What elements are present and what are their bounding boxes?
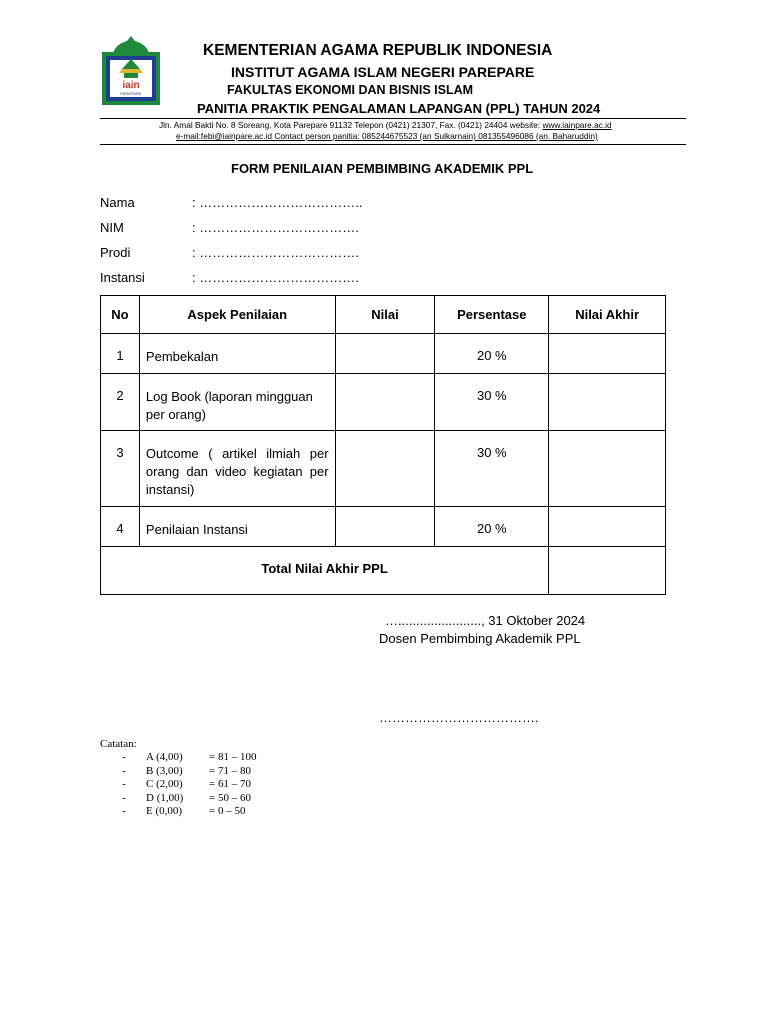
logo-emblem-icon [102, 35, 160, 105]
header-nilai: Nilai [335, 296, 435, 334]
row-nilai-cell[interactable] [335, 334, 435, 374]
note-grade: B (3,00) [146, 764, 183, 777]
table-row [101, 374, 666, 431]
note-grade: E (0,00) [146, 804, 183, 817]
field-value-instansi: : ………………………………. [192, 270, 359, 285]
row-nilai-cell[interactable] [335, 374, 435, 431]
table-header-row [101, 296, 666, 334]
note-range: = 81 – 100 [209, 751, 257, 764]
list-item [100, 791, 251, 805]
field-label-nama: Nama [100, 195, 135, 210]
form-title: FORM PENILAIAN PEMBIMBING AKADEMIK PPL [231, 161, 534, 176]
contact-line[interactable]: e-mail:febi@iainpare.ac.id Contact person panitia: 085244675523 (an Sulkarnain) 081355496086 (an. Baharuddin) [176, 131, 598, 141]
row-persentase: 20 % [435, 334, 549, 374]
header-bottom-rule [100, 144, 686, 145]
note-bullet: - [122, 791, 126, 804]
list-item [100, 804, 246, 818]
note-grade: A (4,00) [146, 751, 183, 764]
institute-heading: INSTITUT AGAMA ISLAM NEGERI PAREPARE [231, 64, 535, 80]
row-no: 3 [101, 431, 140, 507]
note-bullet: - [122, 778, 126, 791]
note-grade: C (2,00) [146, 778, 183, 791]
row-nilai-akhir-cell[interactable] [549, 374, 666, 431]
table-total-row [101, 547, 666, 595]
assessment-table [100, 295, 666, 595]
note-range: = 61 – 70 [209, 778, 251, 791]
field-label-prodi: Prodi [100, 245, 131, 260]
list-item [100, 751, 257, 764]
row-nilai-cell[interactable] [335, 431, 435, 507]
row-nilai-cell[interactable] [335, 507, 435, 547]
grading-notes [100, 738, 257, 818]
signature-name-line: ………………………………. [379, 710, 539, 725]
note-bullet: - [122, 764, 126, 777]
table-row [101, 431, 666, 507]
header-aspect: Aspek Penilaian [139, 296, 335, 334]
iain-parepare-logo [102, 35, 160, 105]
field-value-prodi: : ………………………………. [192, 245, 359, 260]
field-label-nim: NIM [100, 220, 124, 235]
row-persentase: 30 % [435, 374, 549, 431]
committee-heading: PANITIA PRAKTIK PENGALAMAN LAPANGAN (PPL) TAHUN 2024 [197, 101, 601, 116]
address-text: Jln. Amal Bakti No. 8 Soreang, Kota Parepare 91132 Telepon (0421) 21307, Fax. (0421) 24404 website: [159, 120, 543, 130]
note-bullet: - [122, 751, 126, 764]
row-nilai-akhir-cell[interactable] [549, 507, 666, 547]
note-grade: D (1,00) [146, 791, 184, 804]
row-nilai-akhir-cell[interactable] [549, 334, 666, 374]
row-no: 1 [101, 334, 140, 374]
list-item [100, 778, 251, 791]
total-value-cell[interactable] [549, 547, 666, 595]
notes-title: Catatan: [100, 738, 137, 750]
row-no: 2 [101, 374, 140, 431]
field-label-instansi: Instansi [100, 270, 145, 285]
row-no: 4 [101, 507, 140, 547]
header-nilai-akhir: Nilai Akhir [549, 296, 666, 334]
total-label: Total Nilai Akhir PPL [101, 547, 549, 595]
header-no: No [101, 296, 140, 334]
signer-title: Dosen Pembimbing Akademik PPL [379, 631, 581, 646]
website-link[interactable]: www.iainpare.ac.id [542, 120, 612, 130]
row-persentase: 20 % [435, 507, 549, 547]
row-nilai-akhir-cell[interactable] [549, 431, 666, 507]
note-bullet: - [122, 804, 126, 817]
list-item [100, 764, 251, 778]
faculty-heading: FAKULTAS EKONOMI DAN BISNIS ISLAM [227, 83, 474, 97]
header-persentase: Persentase [435, 296, 549, 334]
svg-text:iain: iain [122, 80, 140, 91]
ministry-heading: KEMENTERIAN AGAMA REPUBLIK INDONESIA [203, 42, 553, 59]
note-range: = 50 – 60 [209, 791, 251, 804]
note-range: = 0 – 50 [209, 804, 246, 817]
row-persentase: 30 % [435, 431, 549, 507]
row-aspect: Penilaian Instansi [139, 507, 335, 547]
field-value-nim: : ………………………………. [192, 220, 359, 235]
field-value-nama: : ……………………………….. [192, 195, 363, 210]
table-row [101, 334, 666, 374]
date-line: …......................., 31 Oktober 2024 [385, 613, 586, 628]
row-aspect: Log Book (laporan mingguan per orang) [139, 374, 335, 431]
note-range: = 71 – 80 [209, 764, 251, 777]
svg-text:PAREPARE: PAREPARE [120, 91, 142, 96]
header-top-rule [100, 118, 686, 119]
row-aspect: Outcome ( artikel ilmiah per orang dan video kegiatan per instansi) [139, 431, 335, 507]
table-row [101, 507, 666, 547]
address-line [159, 120, 612, 130]
row-aspect: Pembekalan [139, 334, 335, 374]
